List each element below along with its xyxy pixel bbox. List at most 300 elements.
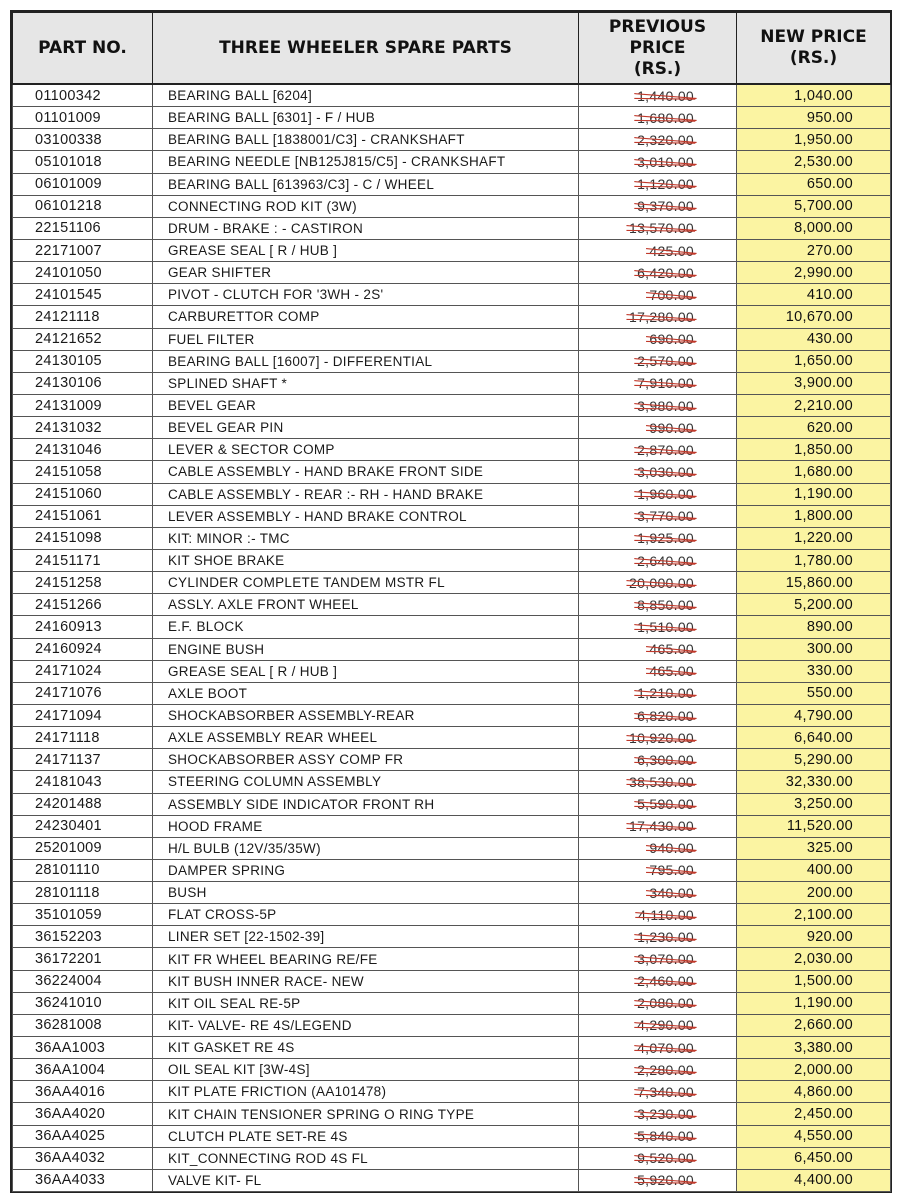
struck-previous-price bbox=[637, 973, 694, 989]
description-header: THREE WHEELER SPARE PARTS bbox=[153, 13, 579, 85]
previous-price-cell bbox=[579, 616, 737, 638]
description-cell: BEARING BALL [6204] bbox=[153, 84, 579, 107]
previous-price-cell bbox=[579, 749, 737, 771]
new-price-cell: 1,190.00 bbox=[737, 483, 891, 505]
new-price-cell: 6,450.00 bbox=[737, 1147, 891, 1169]
struck-previous-price bbox=[637, 752, 694, 768]
part-number-cell: 36AA4032 bbox=[13, 1147, 153, 1169]
previous-price-cell bbox=[579, 594, 737, 616]
part-number-cell: 24121652 bbox=[13, 328, 153, 350]
new-price-cell: 1,780.00 bbox=[737, 549, 891, 571]
previous-price-header: PREVIOUS PRICE (RS.) bbox=[579, 13, 737, 85]
new-price-cell: 1,680.00 bbox=[737, 461, 891, 483]
description-cell: KIT OIL SEAL RE-5P bbox=[153, 992, 579, 1014]
table-row bbox=[13, 1103, 891, 1125]
struck-previous-price bbox=[637, 88, 694, 104]
table-row bbox=[13, 926, 891, 948]
previous-price-cell bbox=[579, 1059, 737, 1081]
description-cell: BEARING BALL [1838001/C3] - CRANKSHAFT bbox=[153, 129, 579, 151]
struck-previous-price bbox=[649, 331, 694, 347]
new-price-cell: 5,700.00 bbox=[737, 195, 891, 217]
part-number-cell: 24171076 bbox=[13, 682, 153, 704]
table-row bbox=[13, 372, 891, 394]
description-cell: HOOD FRAME bbox=[153, 815, 579, 837]
previous-price-value: 8,850.00 bbox=[637, 596, 694, 613]
new-price-cell: 3,380.00 bbox=[737, 1037, 891, 1059]
previous-price-cell bbox=[579, 372, 737, 394]
new-price-cell: 10,670.00 bbox=[737, 306, 891, 328]
table-row bbox=[13, 483, 891, 505]
struck-previous-price bbox=[629, 220, 694, 236]
struck-previous-price bbox=[637, 486, 694, 502]
previous-price-value: 465.00 bbox=[649, 663, 694, 680]
previous-price-cell bbox=[579, 926, 737, 948]
previous-price-cell bbox=[579, 1147, 737, 1169]
table-row bbox=[13, 1169, 891, 1191]
new-price-cell: 550.00 bbox=[737, 682, 891, 704]
part-number-cell: 28101110 bbox=[13, 859, 153, 881]
new-price-cell: 2,100.00 bbox=[737, 904, 891, 926]
description-cell: ASSEMBLY SIDE INDICATOR FRONT RH bbox=[153, 793, 579, 815]
previous-price-value: 1,120.00 bbox=[637, 176, 694, 193]
previous-price-value: 1,440.00 bbox=[637, 87, 694, 104]
new-price-cell: 2,210.00 bbox=[737, 394, 891, 416]
previous-price-cell bbox=[579, 527, 737, 549]
table-row bbox=[13, 660, 891, 682]
table-row bbox=[13, 859, 891, 881]
previous-price-value: 20,000.00 bbox=[629, 574, 694, 591]
previous-price-cell bbox=[579, 638, 737, 660]
previous-price-value: 3,230.00 bbox=[637, 1106, 694, 1123]
table-row bbox=[13, 815, 891, 837]
previous-price-value: 9,370.00 bbox=[637, 198, 694, 215]
previous-price-cell bbox=[579, 1169, 737, 1191]
previous-price-cell bbox=[579, 727, 737, 749]
previous-price-value: 340.00 bbox=[649, 884, 694, 901]
table-row bbox=[13, 417, 891, 439]
description-cell: DRUM - BRAKE : - CASTIRON bbox=[153, 217, 579, 239]
struck-previous-price bbox=[637, 198, 694, 214]
previous-price-value: 3,770.00 bbox=[637, 508, 694, 525]
part-number-cell: 36AA1004 bbox=[13, 1059, 153, 1081]
new-price-header: NEW PRICE (RS.) bbox=[737, 13, 891, 85]
new-price-cell: 200.00 bbox=[737, 882, 891, 904]
description-cell: BEVEL GEAR bbox=[153, 394, 579, 416]
new-price-cell: 32,330.00 bbox=[737, 771, 891, 793]
previous-price-cell bbox=[579, 882, 737, 904]
previous-price-cell bbox=[579, 572, 737, 594]
new-price-cell: 4,550.00 bbox=[737, 1125, 891, 1147]
new-price-cell: 15,860.00 bbox=[737, 572, 891, 594]
part-number-cell: 24101545 bbox=[13, 284, 153, 306]
part-number-cell: 24171024 bbox=[13, 660, 153, 682]
struck-previous-price bbox=[649, 243, 694, 259]
part-number-cell: 36281008 bbox=[13, 1014, 153, 1036]
previous-price-value: 3,010.00 bbox=[637, 153, 694, 170]
description-cell: GREASE SEAL [ R / HUB ] bbox=[153, 660, 579, 682]
previous-price-cell bbox=[579, 1014, 737, 1036]
table-row bbox=[13, 1059, 891, 1081]
new-price-cell: 1,800.00 bbox=[737, 505, 891, 527]
table-row bbox=[13, 704, 891, 726]
new-price-cell: 5,200.00 bbox=[737, 594, 891, 616]
struck-previous-price bbox=[637, 796, 694, 812]
new-price-cell: 410.00 bbox=[737, 284, 891, 306]
part-number-cell: 36224004 bbox=[13, 970, 153, 992]
previous-price-cell bbox=[579, 328, 737, 350]
previous-price-value: 3,980.00 bbox=[637, 397, 694, 414]
previous-price-cell bbox=[579, 306, 737, 328]
previous-price-value: 3,070.00 bbox=[637, 951, 694, 968]
description-cell: BEARING BALL [613963/C3] - C / WHEEL bbox=[153, 173, 579, 195]
previous-price-cell bbox=[579, 793, 737, 815]
previous-price-cell bbox=[579, 992, 737, 1014]
new-price-cell: 2,530.00 bbox=[737, 151, 891, 173]
new-price-cell: 650.00 bbox=[737, 173, 891, 195]
new-price-cell: 4,400.00 bbox=[737, 1169, 891, 1191]
description-cell: VALVE KIT- FL bbox=[153, 1169, 579, 1191]
struck-previous-price bbox=[637, 708, 694, 724]
description-cell: CYLINDER COMPLETE TANDEM MSTR FL bbox=[153, 572, 579, 594]
new-price-cell: 8,000.00 bbox=[737, 217, 891, 239]
part-number-cell: 36AA4020 bbox=[13, 1103, 153, 1125]
new-price-cell: 920.00 bbox=[737, 926, 891, 948]
part-number-cell: 24171094 bbox=[13, 704, 153, 726]
previous-price-value: 2,570.00 bbox=[637, 353, 694, 370]
part-number-cell: 24151258 bbox=[13, 572, 153, 594]
previous-price-value: 940.00 bbox=[649, 840, 694, 857]
previous-price-value: 700.00 bbox=[649, 286, 694, 303]
table-row bbox=[13, 151, 891, 173]
previous-price-cell bbox=[579, 239, 737, 261]
part-number-cell: 24160913 bbox=[13, 616, 153, 638]
new-price-cell: 2,990.00 bbox=[737, 262, 891, 284]
new-price-cell: 4,790.00 bbox=[737, 704, 891, 726]
previous-price-value: 1,925.00 bbox=[637, 530, 694, 547]
previous-price-cell bbox=[579, 284, 737, 306]
part-number-cell: 24171137 bbox=[13, 749, 153, 771]
struck-previous-price bbox=[637, 1106, 694, 1122]
description-cell: STEERING COLUMN ASSEMBLY bbox=[153, 771, 579, 793]
struck-previous-price bbox=[637, 442, 694, 458]
description-cell: KIT_CONNECTING ROD 4S FL bbox=[153, 1147, 579, 1169]
table-row bbox=[13, 1014, 891, 1036]
previous-price-value: 1,680.00 bbox=[637, 109, 694, 126]
part-number-cell: 24171118 bbox=[13, 727, 153, 749]
description-cell: AXLE ASSEMBLY REAR WHEEL bbox=[153, 727, 579, 749]
part-number-cell: 36241010 bbox=[13, 992, 153, 1014]
struck-previous-price bbox=[637, 597, 694, 613]
struck-previous-price bbox=[637, 265, 694, 281]
description-cell: AXLE BOOT bbox=[153, 682, 579, 704]
new-price-cell: 330.00 bbox=[737, 660, 891, 682]
previous-price-value: 5,840.00 bbox=[637, 1128, 694, 1145]
description-cell: LEVER & SECTOR COMP bbox=[153, 439, 579, 461]
table-row bbox=[13, 837, 891, 859]
part-number-cell: 36172201 bbox=[13, 948, 153, 970]
previous-price-value: 4,290.00 bbox=[637, 1017, 694, 1034]
previous-price-cell bbox=[579, 815, 737, 837]
description-cell: KIT BUSH INNER RACE- NEW bbox=[153, 970, 579, 992]
description-cell: SPLINED SHAFT * bbox=[153, 372, 579, 394]
previous-price-value: 3,030.00 bbox=[637, 463, 694, 480]
previous-price-cell bbox=[579, 195, 737, 217]
previous-price-cell bbox=[579, 439, 737, 461]
previous-price-value: 7,910.00 bbox=[637, 375, 694, 392]
struck-previous-price bbox=[649, 420, 694, 436]
table-row bbox=[13, 84, 891, 107]
previous-price-value: 2,460.00 bbox=[637, 973, 694, 990]
part-number-cell: 28101118 bbox=[13, 882, 153, 904]
part-number-cell: 24101050 bbox=[13, 262, 153, 284]
part-number-cell: 06101218 bbox=[13, 195, 153, 217]
table-row bbox=[13, 904, 891, 926]
struck-previous-price bbox=[637, 176, 694, 192]
part-no-header: PART NO. bbox=[13, 13, 153, 85]
previous-price-cell bbox=[579, 505, 737, 527]
new-price-cell: 2,450.00 bbox=[737, 1103, 891, 1125]
new-price-cell: 3,250.00 bbox=[737, 793, 891, 815]
table-row bbox=[13, 882, 891, 904]
part-number-cell: 24131032 bbox=[13, 417, 153, 439]
description-cell: DAMPER SPRING bbox=[153, 859, 579, 881]
struck-previous-price bbox=[637, 1172, 694, 1188]
new-price-cell: 1,220.00 bbox=[737, 527, 891, 549]
struck-previous-price bbox=[649, 840, 694, 856]
struck-previous-price bbox=[629, 730, 694, 746]
description-cell: KIT PLATE FRICTION (AA101478) bbox=[153, 1081, 579, 1103]
new-price-cell: 400.00 bbox=[737, 859, 891, 881]
table-row bbox=[13, 1081, 891, 1103]
part-number-cell: 24151266 bbox=[13, 594, 153, 616]
struck-previous-price bbox=[637, 1017, 694, 1033]
previous-price-value: 1,210.00 bbox=[637, 685, 694, 702]
table-row bbox=[13, 1037, 891, 1059]
struck-previous-price bbox=[637, 995, 694, 1011]
previous-price-value: 10,920.00 bbox=[629, 729, 694, 746]
previous-price-value: 795.00 bbox=[649, 862, 694, 879]
description-cell: KIT- VALVE- RE 4S/LEGEND bbox=[153, 1014, 579, 1036]
description-cell: KIT SHOE BRAKE bbox=[153, 549, 579, 571]
part-number-cell: 01100342 bbox=[13, 84, 153, 107]
part-number-cell: 25201009 bbox=[13, 837, 153, 859]
struck-previous-price bbox=[637, 132, 694, 148]
new-price-cell: 620.00 bbox=[737, 417, 891, 439]
previous-price-cell bbox=[579, 704, 737, 726]
table-row bbox=[13, 638, 891, 660]
part-number-cell: 36AA4033 bbox=[13, 1169, 153, 1191]
part-number-cell: 24151058 bbox=[13, 461, 153, 483]
struck-previous-price bbox=[637, 929, 694, 945]
table-row bbox=[13, 217, 891, 239]
description-cell: LINER SET [22-1502-39] bbox=[153, 926, 579, 948]
description-cell: SHOCKABSORBER ASSEMBLY-REAR bbox=[153, 704, 579, 726]
struck-previous-price bbox=[637, 951, 694, 967]
previous-price-value: 6,300.00 bbox=[637, 751, 694, 768]
table-row bbox=[13, 350, 891, 372]
struck-previous-price bbox=[637, 1150, 694, 1166]
part-number-cell: 24181043 bbox=[13, 771, 153, 793]
description-cell: GREASE SEAL [ R / HUB ] bbox=[153, 239, 579, 261]
table-row bbox=[13, 793, 891, 815]
part-number-cell: 24151098 bbox=[13, 527, 153, 549]
previous-price-cell bbox=[579, 970, 737, 992]
new-price-cell: 11,520.00 bbox=[737, 815, 891, 837]
new-price-cell: 3,900.00 bbox=[737, 372, 891, 394]
previous-price-value: 5,920.00 bbox=[637, 1172, 694, 1189]
part-number-cell: 05101018 bbox=[13, 151, 153, 173]
description-cell: LEVER ASSEMBLY - HAND BRAKE CONTROL bbox=[153, 505, 579, 527]
table-row bbox=[13, 727, 891, 749]
part-number-cell: 03100338 bbox=[13, 129, 153, 151]
description-cell: PIVOT - CLUTCH FOR '3WH - 2S' bbox=[153, 284, 579, 306]
struck-previous-price bbox=[637, 154, 694, 170]
new-price-cell: 2,000.00 bbox=[737, 1059, 891, 1081]
previous-price-value: 6,420.00 bbox=[637, 264, 694, 281]
previous-price-cell bbox=[579, 350, 737, 372]
new-price-cell: 5,290.00 bbox=[737, 749, 891, 771]
previous-price-cell bbox=[579, 84, 737, 107]
struck-previous-price bbox=[637, 464, 694, 480]
previous-price-cell bbox=[579, 837, 737, 859]
new-price-cell: 1,040.00 bbox=[737, 84, 891, 107]
struck-previous-price bbox=[649, 663, 694, 679]
description-cell: GEAR SHIFTER bbox=[153, 262, 579, 284]
part-number-cell: 22171007 bbox=[13, 239, 153, 261]
previous-price-value: 38,530.00 bbox=[629, 773, 694, 790]
table-row bbox=[13, 505, 891, 527]
description-cell: CONNECTING ROD KIT (3W) bbox=[153, 195, 579, 217]
description-cell: ASSLY. AXLE FRONT WHEEL bbox=[153, 594, 579, 616]
table-row bbox=[13, 439, 891, 461]
struck-previous-price bbox=[629, 575, 694, 591]
new-price-cell: 325.00 bbox=[737, 837, 891, 859]
previous-price-value: 990.00 bbox=[649, 419, 694, 436]
description-cell: BEARING NEEDLE [NB125J815/C5] - CRANKSHAFT bbox=[153, 151, 579, 173]
new-price-cell: 2,030.00 bbox=[737, 948, 891, 970]
new-price-cell: 430.00 bbox=[737, 328, 891, 350]
previous-price-value: 6,820.00 bbox=[637, 707, 694, 724]
table-row bbox=[13, 682, 891, 704]
table-row bbox=[13, 572, 891, 594]
previous-price-cell bbox=[579, 461, 737, 483]
table-row bbox=[13, 262, 891, 284]
struck-previous-price bbox=[637, 553, 694, 569]
previous-price-cell bbox=[579, 771, 737, 793]
part-number-cell: 24151171 bbox=[13, 549, 153, 571]
table-row bbox=[13, 527, 891, 549]
previous-price-cell bbox=[579, 394, 737, 416]
previous-price-value: 13,570.00 bbox=[629, 220, 694, 237]
part-number-cell: 24130105 bbox=[13, 350, 153, 372]
previous-price-cell bbox=[579, 1125, 737, 1147]
previous-price-cell bbox=[579, 217, 737, 239]
description-cell: CARBURETTOR COMP bbox=[153, 306, 579, 328]
previous-price-value: 2,320.00 bbox=[637, 131, 694, 148]
struck-previous-price bbox=[637, 110, 694, 126]
part-number-cell: 24201488 bbox=[13, 793, 153, 815]
price-list-sheet bbox=[10, 10, 892, 1193]
part-number-cell: 36152203 bbox=[13, 926, 153, 948]
new-price-cell: 1,500.00 bbox=[737, 970, 891, 992]
description-cell: KIT GASKET RE 4S bbox=[153, 1037, 579, 1059]
previous-price-cell bbox=[579, 660, 737, 682]
table-row bbox=[13, 771, 891, 793]
previous-price-value: 425.00 bbox=[649, 242, 694, 259]
previous-price-cell bbox=[579, 151, 737, 173]
previous-price-value: 2,640.00 bbox=[637, 552, 694, 569]
struck-previous-price bbox=[629, 309, 694, 325]
previous-price-cell bbox=[579, 948, 737, 970]
description-cell: OIL SEAL KIT [3W-4S] bbox=[153, 1059, 579, 1081]
table-body bbox=[13, 84, 891, 1192]
part-number-cell: 36AA4025 bbox=[13, 1125, 153, 1147]
struck-previous-price bbox=[637, 1062, 694, 1078]
description-cell: KIT CHAIN TENSIONER SPRING O RING TYPE bbox=[153, 1103, 579, 1125]
table-row bbox=[13, 1125, 891, 1147]
struck-previous-price bbox=[637, 685, 694, 701]
description-cell: E.F. BLOCK bbox=[153, 616, 579, 638]
new-price-cell: 1,650.00 bbox=[737, 350, 891, 372]
new-price-cell: 950.00 bbox=[737, 107, 891, 129]
table-row bbox=[13, 284, 891, 306]
previous-price-cell bbox=[579, 1081, 737, 1103]
part-number-cell: 24130106 bbox=[13, 372, 153, 394]
table-row bbox=[13, 549, 891, 571]
description-cell: FUEL FILTER bbox=[153, 328, 579, 350]
part-number-cell: 24131009 bbox=[13, 394, 153, 416]
new-price-cell: 890.00 bbox=[737, 616, 891, 638]
table-row bbox=[13, 616, 891, 638]
previous-price-cell bbox=[579, 904, 737, 926]
previous-price-value: 9,520.00 bbox=[637, 1150, 694, 1167]
part-number-cell: 24230401 bbox=[13, 815, 153, 837]
table-row bbox=[13, 394, 891, 416]
previous-price-value: 5,590.00 bbox=[637, 796, 694, 813]
struck-previous-price bbox=[637, 619, 694, 635]
new-price-cell: 4,860.00 bbox=[737, 1081, 891, 1103]
previous-price-cell bbox=[579, 262, 737, 284]
part-number-cell: 36AA4016 bbox=[13, 1081, 153, 1103]
struck-previous-price bbox=[637, 398, 694, 414]
description-cell: KIT: MINOR :- TMC bbox=[153, 527, 579, 549]
previous-price-value: 2,080.00 bbox=[637, 995, 694, 1012]
table-row bbox=[13, 129, 891, 151]
table-row bbox=[13, 948, 891, 970]
part-number-cell: 01101009 bbox=[13, 107, 153, 129]
table-row bbox=[13, 195, 891, 217]
previous-price-value: 690.00 bbox=[649, 331, 694, 348]
part-number-cell: 35101059 bbox=[13, 904, 153, 926]
new-price-cell: 300.00 bbox=[737, 638, 891, 660]
new-price-cell: 270.00 bbox=[737, 239, 891, 261]
description-cell: H/L BULB (12V/35/35W) bbox=[153, 837, 579, 859]
struck-previous-price bbox=[649, 885, 694, 901]
new-price-cell: 1,850.00 bbox=[737, 439, 891, 461]
struck-previous-price bbox=[637, 375, 694, 391]
part-number-cell: 06101009 bbox=[13, 173, 153, 195]
struck-previous-price bbox=[637, 508, 694, 524]
previous-price-cell bbox=[579, 682, 737, 704]
description-cell: CABLE ASSEMBLY - HAND BRAKE FRONT SIDE bbox=[153, 461, 579, 483]
description-cell: FLAT CROSS-5P bbox=[153, 904, 579, 926]
table-row bbox=[13, 749, 891, 771]
table-row bbox=[13, 461, 891, 483]
previous-price-value: 4,070.00 bbox=[637, 1039, 694, 1056]
struck-previous-price bbox=[629, 818, 694, 834]
description-cell: SHOCKABSORBER ASSY COMP FR bbox=[153, 749, 579, 771]
previous-price-value: 17,430.00 bbox=[629, 818, 694, 835]
